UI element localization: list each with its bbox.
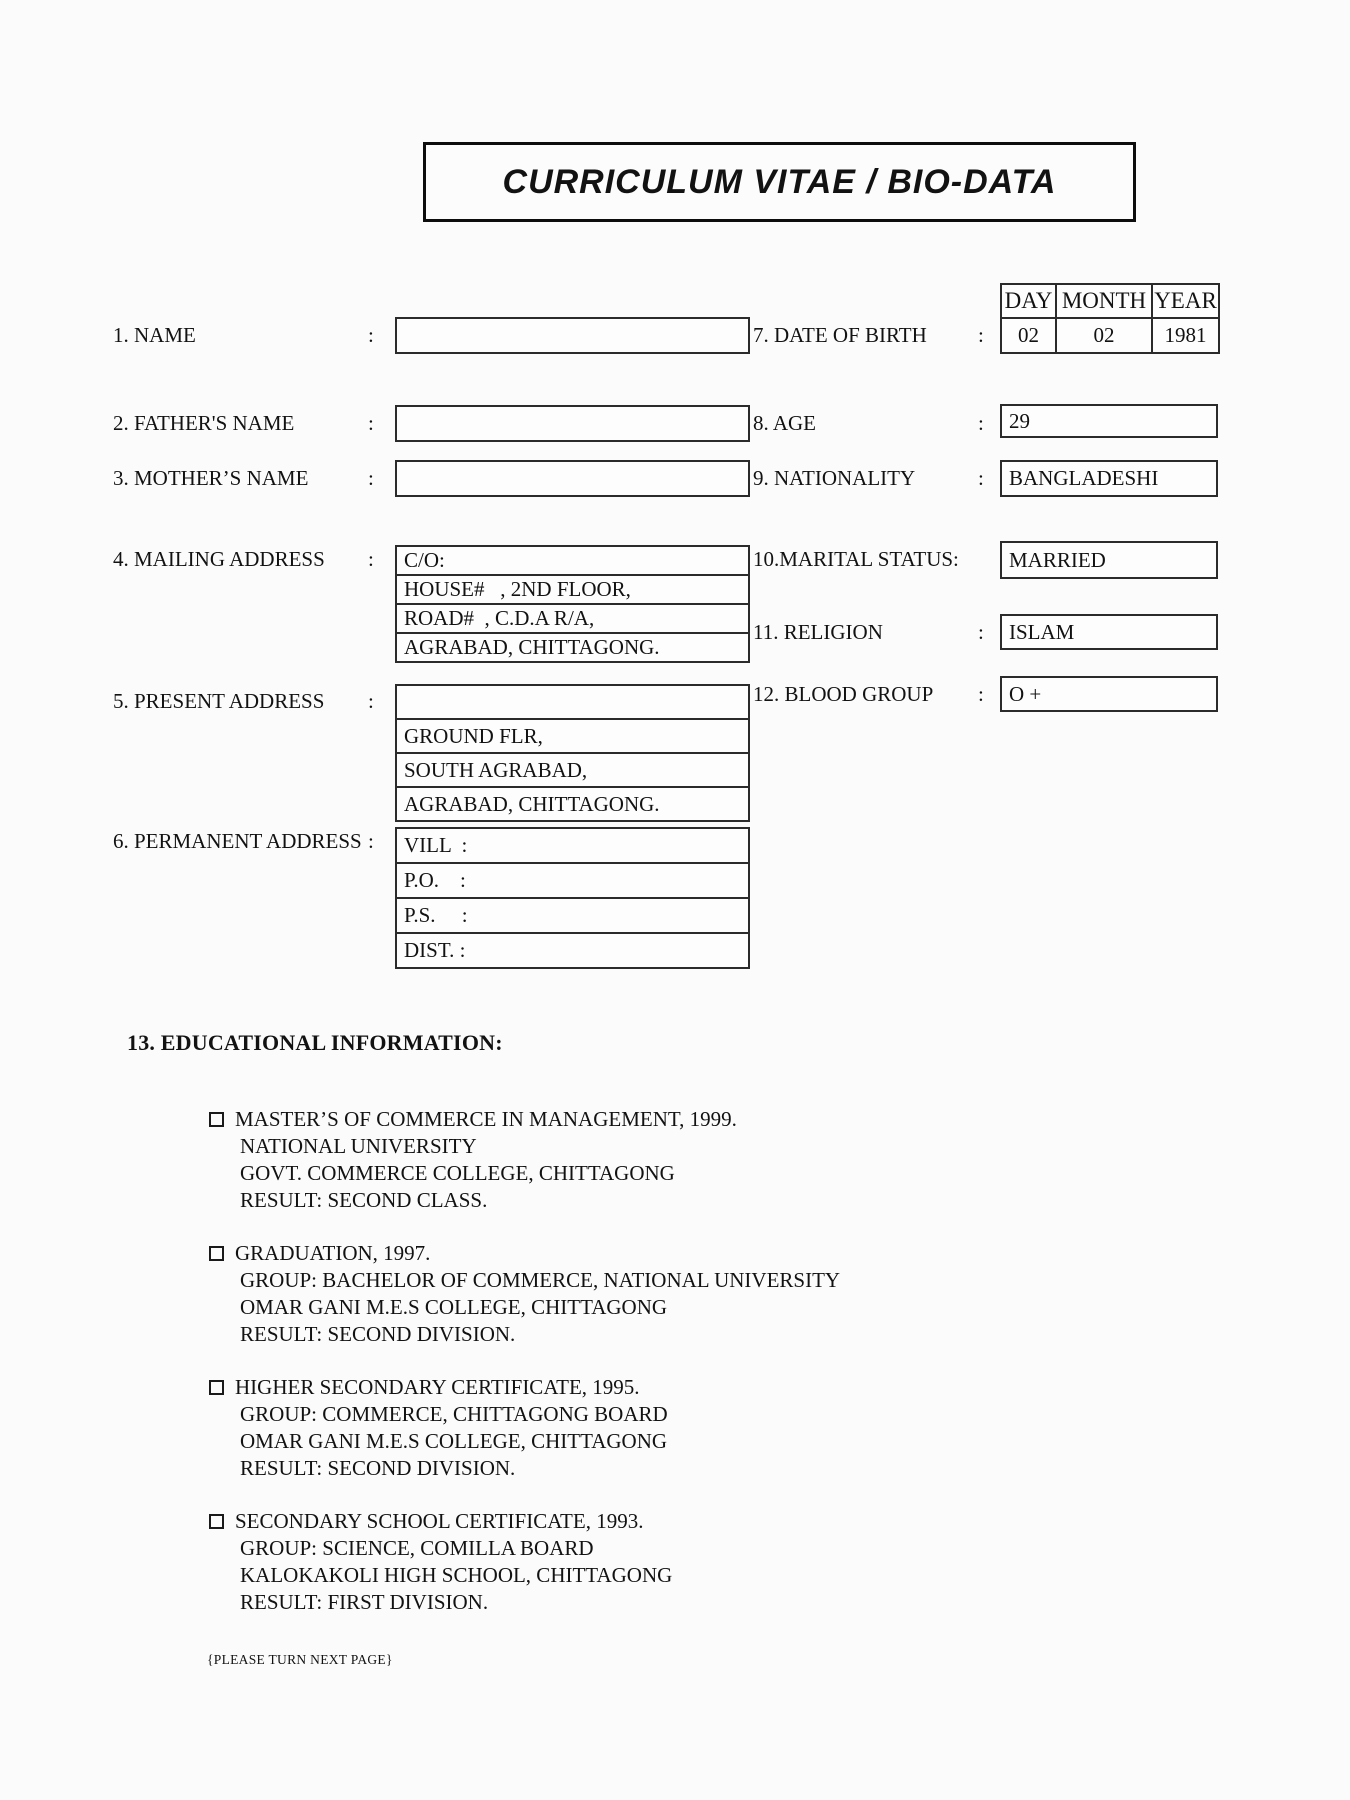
footer-note: {PLEASE TURN NEXT PAGE} [207, 1652, 393, 1667]
title-box [423, 142, 1136, 222]
field-colon-present-address: : [368, 689, 374, 713]
field-colon-age: : [978, 411, 984, 435]
field-colon-mother-name: : [368, 466, 374, 490]
dob-value-year: 1981 [1152, 318, 1219, 353]
dob-table [1000, 283, 1220, 354]
checkbox-icon [209, 1514, 224, 1529]
education-entry [209, 1240, 1009, 1348]
education-entry-line: RESULT: SECOND DIVISION. [240, 1456, 516, 1480]
present-address-line: SOUTH AGRABAD, [395, 752, 750, 788]
field-box-age: 29 [1000, 404, 1218, 438]
field-label-name: 1. NAME [113, 323, 196, 347]
education-entry [209, 1106, 1009, 1214]
dob-header-month: MONTH [1056, 284, 1152, 318]
dob-value-day: 02 [1001, 318, 1056, 353]
education-entry-title: GRADUATION, 1997. [235, 1241, 431, 1265]
education-entry [209, 1374, 1009, 1482]
education-section-heading: 13. EDUCATIONAL INFORMATION: [127, 1030, 503, 1055]
page-title: CURRICULUM VITAE / BIO-DATA [502, 162, 1057, 201]
permanent-address-line: P.O. : [395, 862, 750, 899]
field-label-blood-group: 12. BLOOD GROUP [753, 682, 934, 706]
field-colon-nationality: : [978, 466, 984, 490]
field-colon-mailing-address: : [368, 547, 374, 571]
field-box-name [395, 317, 750, 354]
education-entry-line: OMAR GANI M.E.S COLLEGE, CHITTAGONG [240, 1429, 668, 1453]
education-entry-line: RESULT: SECOND CLASS. [240, 1188, 488, 1212]
present-address-line: AGRABAD, CHITTAGONG. [395, 786, 750, 822]
field-label-marital-status: 10.MARITAL STATUS: [753, 547, 959, 571]
field-box-religion: ISLAM [1000, 614, 1218, 650]
field-colon-religion: : [978, 620, 984, 644]
education-entry [209, 1508, 1009, 1616]
checkbox-icon [209, 1246, 224, 1261]
education-entry-line: GROUP: BACHELOR OF COMMERCE, NATIONAL UNIVERSITY [240, 1268, 841, 1292]
education-entry-title: SECONDARY SCHOOL CERTIFICATE, 1993. [235, 1509, 644, 1533]
field-label-date-of-birth: 7. DATE OF BIRTH [753, 323, 927, 347]
field-box-blood-group: O + [1000, 676, 1218, 712]
mailing-address-line: ROAD# , C.D.A R/A, [395, 603, 750, 634]
field-colon-permanent-address: : [368, 829, 374, 853]
field-colon-date-of-birth: : [978, 323, 984, 347]
field-label-father-name: 2. FATHER'S NAME [113, 411, 295, 435]
permanent-address-line: VILL : [395, 827, 750, 864]
education-entry-line: KALOKAKOLI HIGH SCHOOL, CHITTAGONG [240, 1563, 673, 1587]
permanent-address-line: P.S. : [395, 897, 750, 934]
education-entry-line: GROUP: COMMERCE, CHITTAGONG BOARD [240, 1402, 668, 1426]
field-colon-father-name: : [368, 411, 374, 435]
field-colon-blood-group: : [978, 682, 984, 706]
field-box-nationality: BANGLADESHI [1000, 460, 1218, 497]
field-box-mother-name [395, 460, 750, 497]
field-colon-name: : [368, 323, 374, 347]
dob-header-day: DAY [1001, 284, 1056, 318]
present-address-line: GROUND FLR, [395, 718, 750, 754]
field-label-permanent-address: 6. PERMANENT ADDRESS [113, 829, 362, 853]
field-label-religion: 11. RELIGION [753, 620, 883, 644]
field-label-mother-name: 3. MOTHER’S NAME [113, 466, 309, 490]
field-label-age: 8. AGE [753, 411, 816, 435]
education-entry-line: GOVT. COMMERCE COLLEGE, CHITTAGONG [240, 1161, 675, 1185]
checkbox-icon [209, 1380, 224, 1395]
dob-header-year: YEAR [1152, 284, 1219, 318]
field-box-marital-status: MARRIED [1000, 541, 1218, 579]
field-label-present-address: 5. PRESENT ADDRESS [113, 689, 325, 713]
dob-header-row [1001, 284, 1219, 318]
field-label-mailing-address: 4. MAILING ADDRESS [113, 547, 325, 571]
education-entry-line: RESULT: SECOND DIVISION. [240, 1322, 516, 1346]
mailing-address-line: AGRABAD, CHITTAGONG. [395, 632, 750, 663]
education-entry-line: OMAR GANI M.E.S COLLEGE, CHITTAGONG [240, 1295, 668, 1319]
education-entry-line: RESULT: FIRST DIVISION. [240, 1590, 489, 1614]
dob-value-month: 02 [1056, 318, 1152, 353]
education-entry-title: HIGHER SECONDARY CERTIFICATE, 1995. [235, 1375, 640, 1399]
education-entry-line: NATIONAL UNIVERSITY [240, 1134, 477, 1158]
field-label-nationality: 9. NATIONALITY [753, 466, 916, 490]
permanent-address-line: DIST. : [395, 932, 750, 969]
education-entry-line: GROUP: SCIENCE, COMILLA BOARD [240, 1536, 594, 1560]
mailing-address-line: C/O: [395, 545, 750, 576]
field-box-father-name [395, 405, 750, 442]
education-entry-title: MASTER’S OF COMMERCE IN MANAGEMENT, 1999. [235, 1107, 737, 1131]
present-address-line [395, 684, 750, 720]
mailing-address-line: HOUSE# , 2ND FLOOR, [395, 574, 750, 605]
checkbox-icon [209, 1112, 224, 1127]
dob-value-row [1001, 318, 1219, 353]
